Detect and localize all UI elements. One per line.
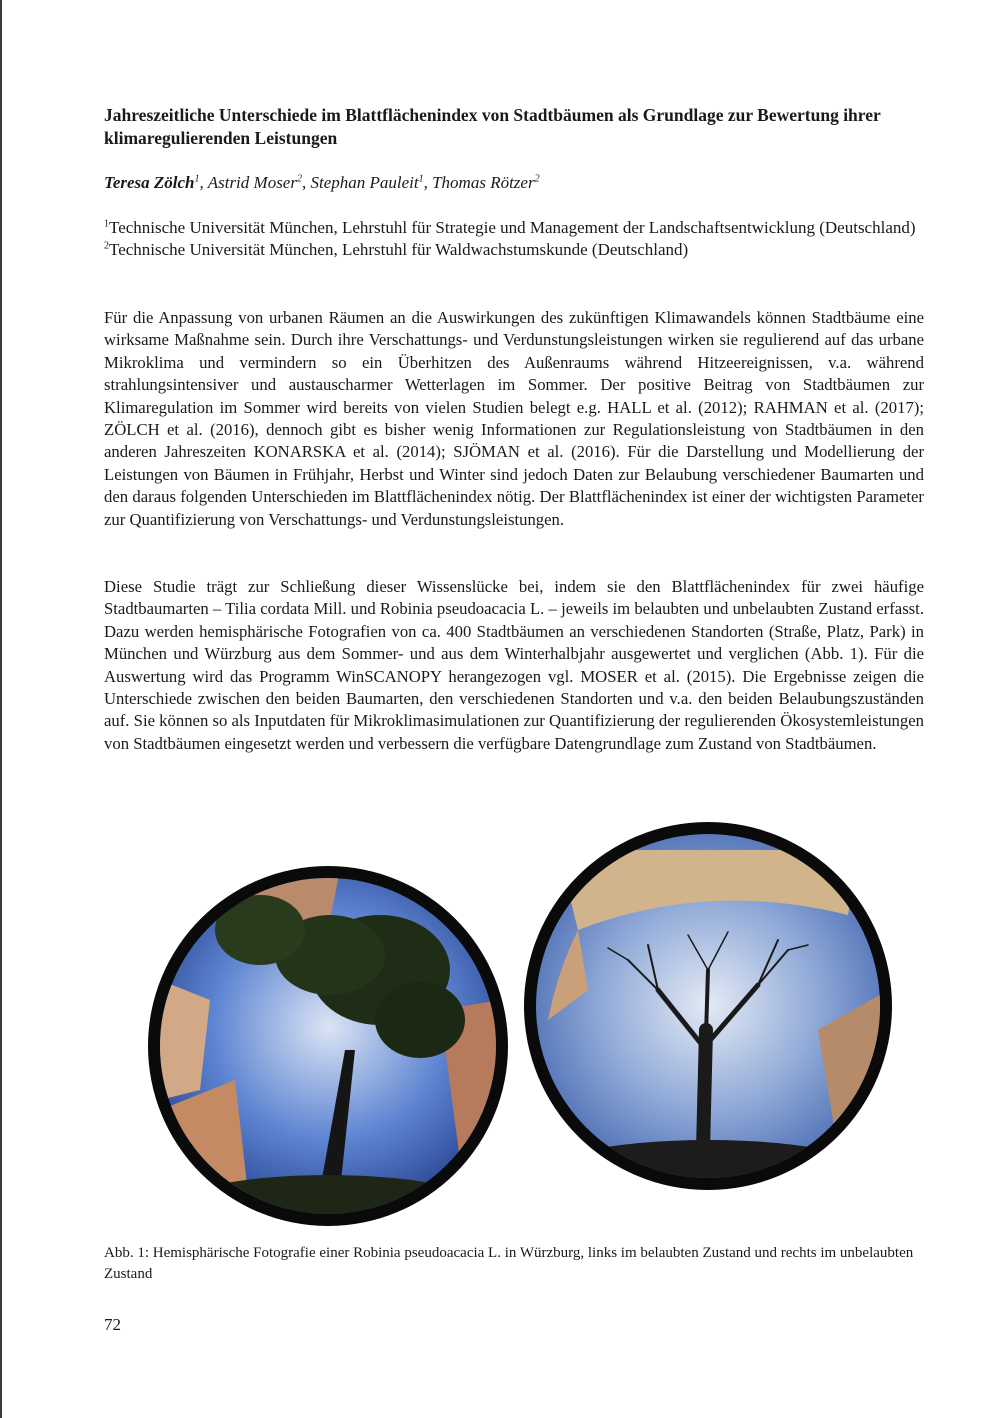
author-sep: , [301,173,311,192]
affiliation-1-marker: 1 [104,218,109,230]
author-1: Teresa Zölch [104,173,195,192]
author-1-affil: 1 [194,173,200,185]
body-paragraph-2: Diese Studie trägt zur Schließung dieser Wissenslücke bei, indem sie den Blattflächenindex für zwei häufige Stadtbaumarten – Tilia cordata Mill. und Robinia pseudoacacia L. – jeweils im belaubten und unbelaubten Zustand erfasst. Dazu werden hemisphärische Fotografien von ca. 400 Stadtbäumen an verschiedenen Standorten (Straße, Platz, Park) in München und Würzburg aus dem Sommer- und aus dem Winterhalbjahr ausgewertet und verglichen (Abb. 1). Für die Auswertung wird das Programm WinSCANOPY herangezogen vgl. MOSER et al. (2015). Die Ergebnisse zeigen die Unterschiede zwischen den beiden Baumarten, den verschiedenen Standorten und v.a. den beiden Belaubungszuständen auf. Sie können so als Inputdaten für Mikroklimasimulationen zur Quantifizierung der regulierenden Ökosystemleistungen von Stadtbäumen eingesetzt werden und verbessern die verfügbare Datengrundlage zum Zustand von Stadtbäumen. [104,577,924,753]
author-4: Thomas Rötzer [432,173,535,192]
author-sep: , [199,173,208,192]
affiliation-2-text: Technische Universität München, Lehrstuhl für Waldwachstumskunde (Deutschland) [109,240,689,259]
author-2-affil: 2 [296,173,302,185]
tree-crown [375,982,465,1058]
figure-hemispherical-photos [140,820,900,1190]
author-3-affil: 1 [418,173,424,185]
author-sep: , [423,173,433,192]
fisheye-photo-bare [518,820,900,1190]
page-left-edge [0,0,2,1418]
figure-caption: Abb. 1: Hemisphärische Fotografie einer Robinia pseudoacacia L. in Würzburg, links im belaubten Zustand und rechts im unbelaubten Zustand [104,1245,914,1282]
author-line [104,172,904,194]
affiliation-2 [104,239,924,261]
affiliations [104,217,924,261]
fisheye-photo-leafed [140,860,518,1230]
author-3: Stephan Pauleit [310,173,419,192]
author-2: Astrid Moser [207,173,297,192]
article-title: Jahreszeitliche Unterschiede im Blattflächenindex von Stadtbäumen als Grundlage zur Bewertung ihrer klimaregulierenden Leistungen [104,105,881,148]
affiliation-2-marker: 2 [104,240,109,252]
affiliation-1 [104,217,924,239]
affiliation-1-text: Technische Universität München, Lehrstuhl für Strategie und Management der Landschaftsentwicklung (Deutschland) [109,218,916,237]
author-4-affil: 2 [534,173,540,185]
body-paragraph-1: Für die Anpassung von urbanen Räumen an die Auswirkungen des zukünftigen Klimawandels können Stadtbäume eine wirksame Maßnahme sein. Durch ihre Verschattungs- und Verdunstungsleistungen wirken sie regulierend auf das urbane Mikroklima und vermindern so ein Überhitzen des Außenraums während Hitzeereignissen, v.a. während strahlungsintensiver und austauscharmer Wetterlagen im Sommer. Der positive Beitrag von Stadtbäumen zur Klimaregulation im Sommer wird bereits von vielen Studien belegt e.g. HALL et al. (2012); RAHMAN et al. (2017); ZÖLCH et al. (2016), dennoch gibt es bisher wenig Informationen zur Regulationsleistung von Stadtbäumen in den anderen Jahreszeiten KONARSKA et al. (2014); SJÖMAN et al. (2016). Für die Darstellung und Modellierung der Leistungen von Bäumen in Frühjahr, Herbst und Winter sind jedoch Daten zur Belaubung verschiedener Baumarten und den daraus folgenden Unterschieden im Blattflächenindex nötig. Der Blattflächenindex ist einer der wichtigsten Parameter zur Quantifizierung von Verschattungs- und Verdunstungsleistungen. [104,308,924,529]
page-number: 72 [104,1315,121,1334]
